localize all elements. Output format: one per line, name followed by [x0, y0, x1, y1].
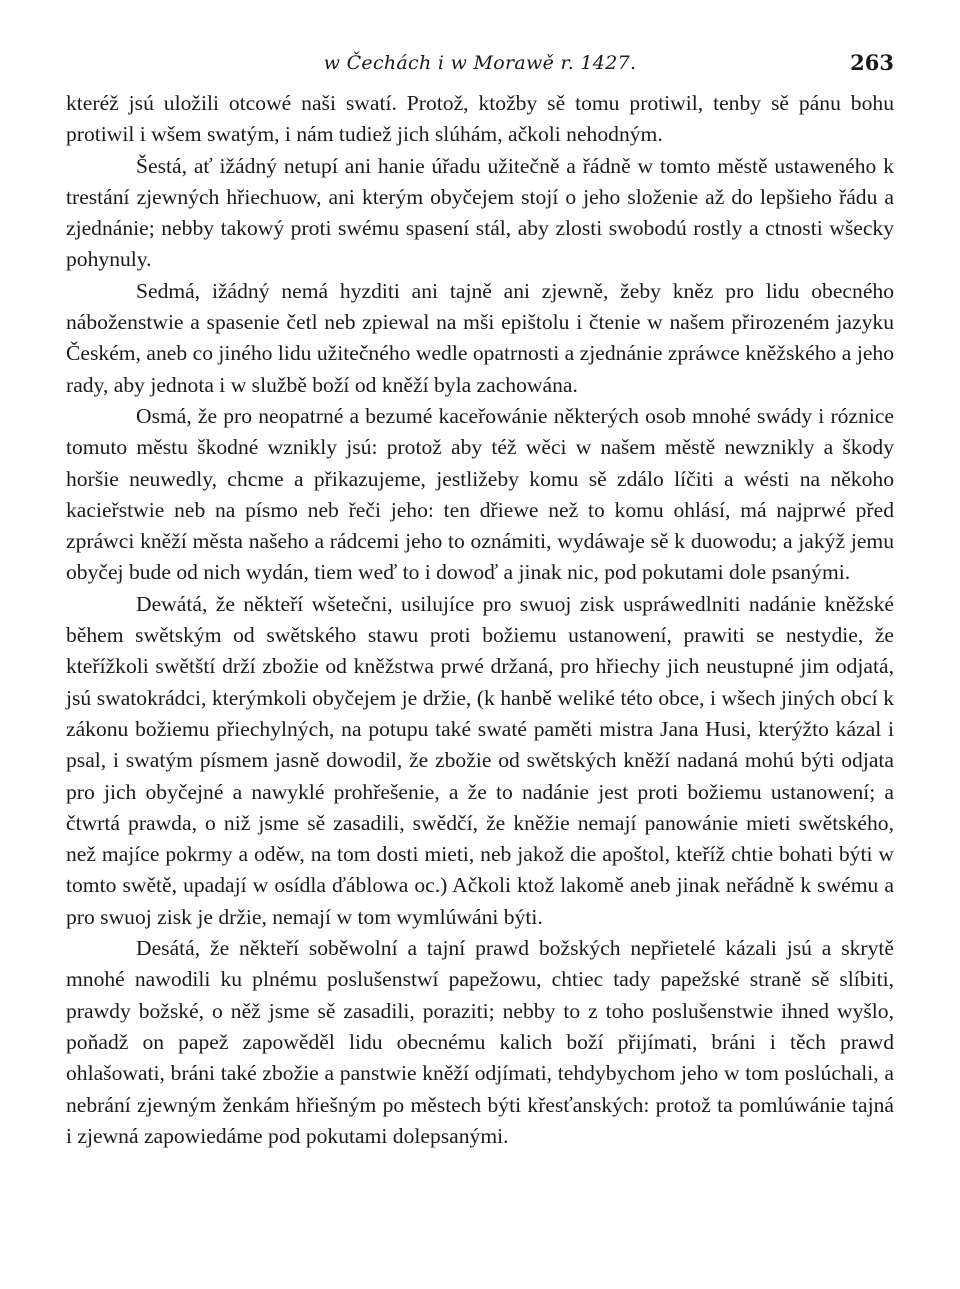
book-page [66, 48, 894, 1152]
paragraph-sesta: Šestá, ať ižádný netupí ani hanie úřadu užitečně a řádně w tomto městě ustaweného k trestání zjewných hřiechuow, ani kterým obyčejem stojí o jeho složenie až do lepšieho řádu a zjednánie; nebby takowý proti swému spasení stál, aby zlosti swobodú rostly a ctnosti wšecky pohynuly. [66, 153, 894, 272]
page-number: 263 [850, 50, 894, 75]
paragraph-osma: Osmá, že pro neopatrné a bezumé kaceřowánie některých osob mnohé swády i róznice tomuto městu škodné wznikly jsú: protož aby též wěci w našem městě newznikly a škody horšie neuwedly, chcme a přikazujeme, jestližeby komu sě zdálo líčiti a wésti na někoho kacieřstwie neb na písmo neb řeči jeho: ten dřiewe než to komu ohlásí, má najprwé před zpráwci kněží města našeho a rádcemi jeho to oznámiti, wydáwaje sě k duowodu; a jakýž jemu obyčej bude od nich wydán, tiem weď to i dowoď a jinak nic, pod pokutami dole psanými. [66, 403, 894, 585]
body-text [66, 88, 894, 1152]
page-header [66, 48, 894, 88]
paragraph-continuation: kteréž jsú uložili otcowé naši swatí. Protož, ktožby sě tomu protiwil, tenby sě pánu bohu protiwil i wšem swatým, i nám tudiež jich slúhám, ačkoli nehodným. [66, 91, 894, 147]
running-head: w Čechách i w Morawě r. 1427. [323, 52, 637, 74]
paragraph-desata: Desátá, že někteří soběwolní a tajní prawd božských nepřietelé kázali jsú a skrytě mnohé nawodili ku plnému poslušenstwí papežowu, chtiec tady papežské straně sě slíbiti, prawdy božské, o něž jsme sě zasadili, poraziti; nebby to z toho poslušenstwie ihned wyšlo, poňadž on papež zapowěděl lidu obecnému kalich boží přijímati, bráni i těch prawd ohlašowati, bráni také zbožie a panstwie kněží odjímati, tehdybychom jeho w tom poslúchali, a nebrání zjewným ženkám hřiešným po městech býti křesťanských: protož ta pomlúwánie tajná i zjewná zapowiedáme pod pokutami dolepsanými. [66, 936, 894, 1148]
paragraph-sedma: Sedmá, ižádný nemá hyzditi ani tajně ani zjewně, žeby kněz pro lidu obecného náboženstwie a spasenie četl neb zpiewal na mši epištolu i čtenie w našem přirozeném jazyku Českém, aneb co jiného lidu užitečného wedle opatrnosti a zjednánie zpráwce kněžského a jeho rady, aby jednota i w službě boží od kněží byla zachowána. [66, 278, 894, 397]
paragraph-dewata: Dewátá, že někteří wšetečni, usilujíce pro swuoj zisk uspráwedlniti nadánie kněžské během swětským od swětského stawu proti božiemu ustanowení, prawiti se nestydie, že kteřížkoli swětští drží zbožie od kněžstwa prwé držaná, pro hřiechy jich neustupné jim odjatá, jsú swatokrádci, kterýmkoli obyčejem je držie, (k hanbě weliké této obce, i wšech jiných obcí k zákonu božiemu přiechylných, na potupu také swaté paměti mistra Jana Husi, kterýžto kázal i psal, i swatým písmem jasně dowodil, že zbožie od swětských kněží nadaná mohú býti odjata pro jich obyčejné a nawyklé prohřešenie, a že to nadánie jest proti božiemu ustanowení; a čtwrtá prawda, o niž jsme sě zasadili, swědčí, že kněžie nemají panowánie mieti swětského, než majíce pokrmy a oděw, na tom dosti mieti, neb jakož die apoštol, kteříž chtie bohati býti w tomto swětě, upadají w osídla ďáblowa oc.) Ačkoli ktož lakomě aneb jinak neřádně k swému a pro swuoj zisk je držie, nemají w tom wymlúwáni býti. [66, 591, 894, 929]
